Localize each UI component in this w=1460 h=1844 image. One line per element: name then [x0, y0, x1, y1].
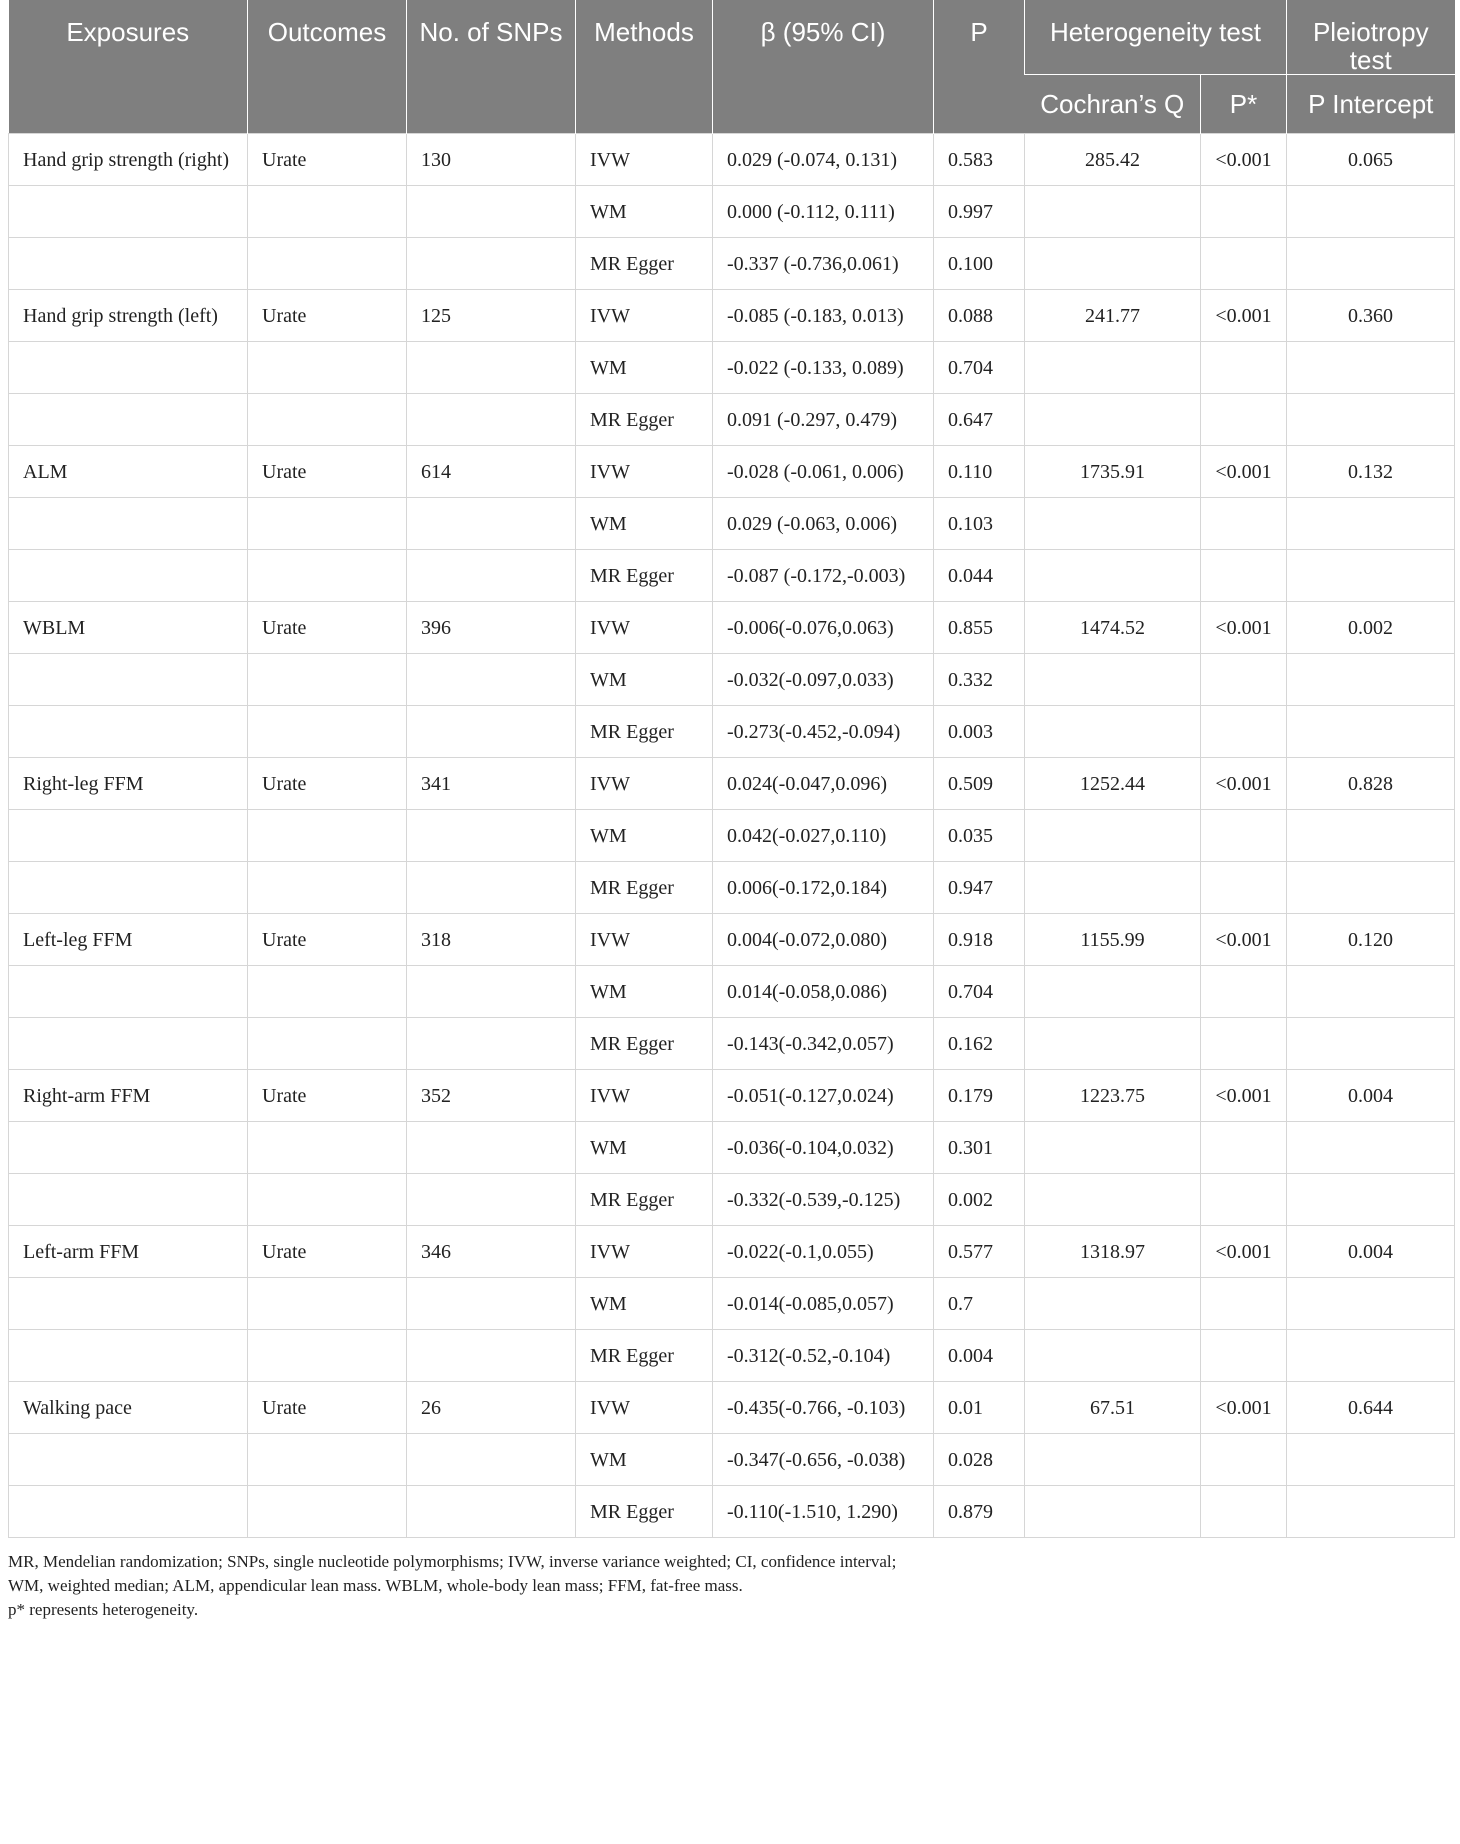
cell-exposure: Right-leg FFM: [9, 758, 248, 810]
cell-snps: 125: [407, 290, 576, 342]
table-row: [9, 1070, 1455, 1122]
footnote-p-star: p* represents heterogeneity.: [8, 1600, 199, 1619]
cell-beta: 0.029 (-0.074, 0.131): [713, 134, 934, 186]
header-outcomes: Outcomes: [248, 0, 407, 134]
cell-snps: [407, 498, 576, 550]
cell-beta: -0.312(-0.52,-0.104): [713, 1330, 934, 1382]
cell-outcome: Urate: [248, 446, 407, 498]
cell-outcome: [248, 1330, 407, 1382]
cell-outcome: [248, 810, 407, 862]
cell-exposure: [9, 498, 248, 550]
table-row: [9, 446, 1455, 498]
cell-exposure: [9, 862, 248, 914]
table-row: [9, 550, 1455, 602]
cell-p-star: <0.001: [1201, 446, 1287, 498]
cell-outcome: [248, 706, 407, 758]
cell-p-intercept: [1287, 706, 1455, 758]
table-row: [9, 1278, 1455, 1330]
cell-outcome: [248, 1174, 407, 1226]
cell-p-star: [1201, 1278, 1287, 1330]
table-row: [9, 394, 1455, 446]
cell-snps: [407, 1278, 576, 1330]
cell-p-intercept: [1287, 1018, 1455, 1070]
cell-outcome: [248, 862, 407, 914]
cell-p: 0.028: [934, 1434, 1025, 1486]
cell-p: 0.004: [934, 1330, 1025, 1382]
cell-p-star: [1201, 654, 1287, 706]
header-cochran-q: Cochran’s Q: [1025, 75, 1201, 134]
cell-cochran-q: [1025, 550, 1201, 602]
cell-outcome: Urate: [248, 914, 407, 966]
cell-outcome: [248, 550, 407, 602]
cell-snps: [407, 1122, 576, 1174]
cell-method: WM: [576, 654, 713, 706]
cell-method: WM: [576, 966, 713, 1018]
cell-snps: 614: [407, 446, 576, 498]
cell-p-star: [1201, 862, 1287, 914]
cell-beta: -0.435(-0.766, -0.103): [713, 1382, 934, 1434]
cell-p-intercept: [1287, 238, 1455, 290]
cell-p: 0.044: [934, 550, 1025, 602]
cell-outcome: Urate: [248, 1226, 407, 1278]
cell-p-intercept: [1287, 550, 1455, 602]
cell-p-star: [1201, 1434, 1287, 1486]
cell-p-intercept: 0.828: [1287, 758, 1455, 810]
cell-method: MR Egger: [576, 550, 713, 602]
cell-cochran-q: 285.42: [1025, 134, 1201, 186]
cell-cochran-q: 1252.44: [1025, 758, 1201, 810]
cell-beta: -0.332(-0.539,-0.125): [713, 1174, 934, 1226]
table-row: [9, 1434, 1455, 1486]
cell-method: WM: [576, 498, 713, 550]
cell-outcome: [248, 498, 407, 550]
cell-p-intercept: 0.644: [1287, 1382, 1455, 1434]
cell-p-star: [1201, 1330, 1287, 1382]
cell-cochran-q: 1155.99: [1025, 914, 1201, 966]
cell-exposure: Walking pace: [9, 1382, 248, 1434]
cell-p-star: <0.001: [1201, 290, 1287, 342]
cell-snps: 318: [407, 914, 576, 966]
cell-p: 0.577: [934, 1226, 1025, 1278]
cell-beta: -0.022 (-0.133, 0.089): [713, 342, 934, 394]
cell-beta: -0.085 (-0.183, 0.013): [713, 290, 934, 342]
cell-exposure: [9, 1434, 248, 1486]
cell-p: 0.7: [934, 1278, 1025, 1330]
table-row: [9, 238, 1455, 290]
cell-p-star: <0.001: [1201, 758, 1287, 810]
cell-outcome: Urate: [248, 134, 407, 186]
cell-cochran-q: [1025, 1330, 1201, 1382]
cell-method: MR Egger: [576, 238, 713, 290]
table-row: [9, 706, 1455, 758]
cell-p-intercept: 0.120: [1287, 914, 1455, 966]
cell-p: 0.162: [934, 1018, 1025, 1070]
cell-p: 0.879: [934, 1486, 1025, 1538]
cell-p-star: [1201, 1486, 1287, 1538]
cell-method: IVW: [576, 446, 713, 498]
cell-snps: [407, 238, 576, 290]
cell-beta: -0.036(-0.104,0.032): [713, 1122, 934, 1174]
cell-exposure: [9, 394, 248, 446]
cell-beta: -0.110(-1.510, 1.290): [713, 1486, 934, 1538]
table-row: [9, 498, 1455, 550]
cell-method: IVW: [576, 290, 713, 342]
cell-p: 0.01: [934, 1382, 1025, 1434]
header-methods: Methods: [576, 0, 713, 134]
cell-exposure: [9, 1018, 248, 1070]
cell-p-intercept: [1287, 394, 1455, 446]
cell-exposure: [9, 238, 248, 290]
cell-cochran-q: [1025, 654, 1201, 706]
cell-p-intercept: [1287, 186, 1455, 238]
cell-snps: 341: [407, 758, 576, 810]
cell-p-star: [1201, 706, 1287, 758]
cell-exposure: Left-leg FFM: [9, 914, 248, 966]
cell-method: IVW: [576, 1382, 713, 1434]
cell-method: WM: [576, 342, 713, 394]
cell-p-star: <0.001: [1201, 602, 1287, 654]
table-body: [9, 134, 1455, 1538]
cell-p-intercept: [1287, 342, 1455, 394]
cell-exposure: Hand grip strength (left): [9, 290, 248, 342]
cell-p: 0.855: [934, 602, 1025, 654]
cell-outcome: [248, 1122, 407, 1174]
cell-p-intercept: [1287, 862, 1455, 914]
cell-exposure: ALM: [9, 446, 248, 498]
cell-p: 0.179: [934, 1070, 1025, 1122]
cell-method: IVW: [576, 134, 713, 186]
cell-method: MR Egger: [576, 394, 713, 446]
cell-p-intercept: [1287, 1486, 1455, 1538]
cell-cochran-q: [1025, 1278, 1201, 1330]
table-row: [9, 1486, 1455, 1538]
cell-cochran-q: [1025, 394, 1201, 446]
cell-snps: [407, 1330, 576, 1382]
cell-method: WM: [576, 1122, 713, 1174]
cell-outcome: Urate: [248, 290, 407, 342]
cell-cochran-q: [1025, 238, 1201, 290]
cell-p: 0.918: [934, 914, 1025, 966]
cell-p-intercept: 0.004: [1287, 1226, 1455, 1278]
header-heterogeneity: Heterogeneity test: [1025, 0, 1287, 75]
cell-p-intercept: 0.360: [1287, 290, 1455, 342]
cell-beta: -0.022(-0.1,0.055): [713, 1226, 934, 1278]
cell-snps: 352: [407, 1070, 576, 1122]
cell-snps: [407, 654, 576, 706]
cell-cochran-q: [1025, 498, 1201, 550]
cell-p-star: [1201, 394, 1287, 446]
table-row: [9, 1174, 1455, 1226]
table-header: [9, 0, 1455, 134]
cell-p: 0.509: [934, 758, 1025, 810]
table-row: [9, 1018, 1455, 1070]
cell-cochran-q: [1025, 966, 1201, 1018]
cell-p: 0.997: [934, 186, 1025, 238]
cell-p-intercept: [1287, 1174, 1455, 1226]
table-row: [9, 966, 1455, 1018]
table-row: [9, 342, 1455, 394]
cell-p-intercept: [1287, 1278, 1455, 1330]
table-row: [9, 134, 1455, 186]
cell-p: 0.704: [934, 966, 1025, 1018]
cell-cochran-q: 1223.75: [1025, 1070, 1201, 1122]
cell-snps: 346: [407, 1226, 576, 1278]
cell-beta: -0.051(-0.127,0.024): [713, 1070, 934, 1122]
cell-snps: [407, 810, 576, 862]
cell-exposure: [9, 966, 248, 1018]
cell-exposure: [9, 1122, 248, 1174]
footnote-abbreviations: MR, Mendelian randomization; SNPs, single nucleotide polymorphisms; IVW, inverse variance weighted; CI, confidence interval; WM, weighted median; ALM, appendicular lean mass. WBLM, whole-body lean mass; FFM, fat-free mass.: [8, 1552, 897, 1595]
cell-p-star: [1201, 966, 1287, 1018]
cell-p: 0.100: [934, 238, 1025, 290]
cell-snps: 396: [407, 602, 576, 654]
cell-snps: [407, 706, 576, 758]
cell-p-intercept: [1287, 810, 1455, 862]
cell-p-intercept: [1287, 654, 1455, 706]
cell-snps: [407, 186, 576, 238]
cell-p-star: <0.001: [1201, 914, 1287, 966]
cell-exposure: [9, 550, 248, 602]
cell-outcome: Urate: [248, 602, 407, 654]
cell-snps: 130: [407, 134, 576, 186]
cell-beta: -0.032(-0.097,0.033): [713, 654, 934, 706]
cell-cochran-q: 241.77: [1025, 290, 1201, 342]
cell-exposure: [9, 1278, 248, 1330]
header-exposures: Exposures: [9, 0, 248, 134]
cell-cochran-q: [1025, 1174, 1201, 1226]
cell-snps: [407, 966, 576, 1018]
cell-outcome: [248, 1278, 407, 1330]
cell-beta: -0.143(-0.342,0.057): [713, 1018, 934, 1070]
cell-cochran-q: 1735.91: [1025, 446, 1201, 498]
cell-method: IVW: [576, 758, 713, 810]
cell-beta: -0.006(-0.076,0.063): [713, 602, 934, 654]
cell-snps: [407, 1434, 576, 1486]
cell-cochran-q: [1025, 1018, 1201, 1070]
cell-p-intercept: 0.065: [1287, 134, 1455, 186]
cell-beta: -0.087 (-0.172,-0.003): [713, 550, 934, 602]
cell-method: IVW: [576, 1226, 713, 1278]
cell-beta: 0.091 (-0.297, 0.479): [713, 394, 934, 446]
header-snps: No. of SNPs: [407, 0, 576, 134]
cell-cochran-q: [1025, 342, 1201, 394]
cell-exposure: [9, 654, 248, 706]
table-row: [9, 1122, 1455, 1174]
cell-method: WM: [576, 186, 713, 238]
cell-method: IVW: [576, 1070, 713, 1122]
table-row: [9, 1382, 1455, 1434]
cell-p-intercept: [1287, 1434, 1455, 1486]
cell-cochran-q: 67.51: [1025, 1382, 1201, 1434]
cell-p-star: [1201, 186, 1287, 238]
cell-cochran-q: [1025, 810, 1201, 862]
cell-p-star: [1201, 238, 1287, 290]
cell-beta: -0.028 (-0.061, 0.006): [713, 446, 934, 498]
cell-outcome: Urate: [248, 758, 407, 810]
cell-cochran-q: [1025, 1122, 1201, 1174]
cell-snps: [407, 1486, 576, 1538]
cell-beta: -0.337 (-0.736,0.061): [713, 238, 934, 290]
cell-p: 0.332: [934, 654, 1025, 706]
cell-exposure: Hand grip strength (right): [9, 134, 248, 186]
cell-cochran-q: [1025, 706, 1201, 758]
cell-outcome: [248, 238, 407, 290]
table-row: [9, 810, 1455, 862]
cell-method: WM: [576, 1434, 713, 1486]
cell-exposure: [9, 186, 248, 238]
table-row: [9, 602, 1455, 654]
cell-method: MR Egger: [576, 1486, 713, 1538]
table-container: [8, 0, 1454, 1622]
cell-p-star: [1201, 1122, 1287, 1174]
cell-cochran-q: 1474.52: [1025, 602, 1201, 654]
cell-method: IVW: [576, 914, 713, 966]
cell-method: MR Egger: [576, 706, 713, 758]
cell-exposure: Right-arm FFM: [9, 1070, 248, 1122]
cell-p-intercept: 0.004: [1287, 1070, 1455, 1122]
cell-exposure: [9, 1486, 248, 1538]
cell-outcome: [248, 186, 407, 238]
cell-snps: [407, 342, 576, 394]
cell-beta: 0.004(-0.072,0.080): [713, 914, 934, 966]
cell-p-intercept: [1287, 1122, 1455, 1174]
cell-beta: 0.014(-0.058,0.086): [713, 966, 934, 1018]
cell-exposure: WBLM: [9, 602, 248, 654]
cell-p: 0.088: [934, 290, 1025, 342]
table-row: [9, 1226, 1455, 1278]
cell-outcome: [248, 966, 407, 1018]
cell-exposure: [9, 1330, 248, 1382]
cell-snps: [407, 862, 576, 914]
cell-snps: 26: [407, 1382, 576, 1434]
table-row: [9, 186, 1455, 238]
cell-p: 0.583: [934, 134, 1025, 186]
header-p: P: [934, 0, 1025, 134]
cell-p: 0.002: [934, 1174, 1025, 1226]
header-pleiotropy: Pleiotropy test: [1287, 0, 1455, 75]
cell-p: 0.110: [934, 446, 1025, 498]
cell-p: 0.947: [934, 862, 1025, 914]
cell-p: 0.035: [934, 810, 1025, 862]
cell-snps: [407, 394, 576, 446]
cell-cochran-q: [1025, 1434, 1201, 1486]
cell-p: 0.704: [934, 342, 1025, 394]
cell-outcome: [248, 1434, 407, 1486]
cell-method: WM: [576, 810, 713, 862]
cell-p-intercept: 0.002: [1287, 602, 1455, 654]
cell-method: MR Egger: [576, 862, 713, 914]
cell-beta: 0.006(-0.172,0.184): [713, 862, 934, 914]
table-row: [9, 1330, 1455, 1382]
cell-cochran-q: [1025, 1486, 1201, 1538]
cell-p-star: [1201, 1018, 1287, 1070]
cell-method: MR Egger: [576, 1174, 713, 1226]
cell-p-intercept: [1287, 966, 1455, 1018]
cell-outcome: Urate: [248, 1070, 407, 1122]
header-beta: β (95% CI): [713, 0, 934, 134]
cell-p-star: <0.001: [1201, 1382, 1287, 1434]
cell-cochran-q: [1025, 186, 1201, 238]
cell-p-star: [1201, 1174, 1287, 1226]
cell-exposure: [9, 1174, 248, 1226]
cell-p-star: <0.001: [1201, 1226, 1287, 1278]
table-row: [9, 758, 1455, 810]
cell-beta: -0.347(-0.656, -0.038): [713, 1434, 934, 1486]
cell-p: 0.301: [934, 1122, 1025, 1174]
cell-p-star: <0.001: [1201, 1070, 1287, 1122]
cell-method: IVW: [576, 602, 713, 654]
cell-outcome: Urate: [248, 1382, 407, 1434]
cell-outcome: [248, 1486, 407, 1538]
header-p-star: P*: [1201, 75, 1287, 134]
cell-outcome: [248, 342, 407, 394]
cell-cochran-q: [1025, 862, 1201, 914]
cell-p: 0.003: [934, 706, 1025, 758]
cell-beta: 0.029 (-0.063, 0.006): [713, 498, 934, 550]
cell-p-star: <0.001: [1201, 134, 1287, 186]
table-row: [9, 862, 1455, 914]
cell-p-intercept: [1287, 1330, 1455, 1382]
cell-beta: -0.014(-0.085,0.057): [713, 1278, 934, 1330]
cell-cochran-q: 1318.97: [1025, 1226, 1201, 1278]
table-row: [9, 914, 1455, 966]
results-table: [8, 0, 1455, 1538]
cell-beta: 0.042(-0.027,0.110): [713, 810, 934, 862]
table-row: [9, 654, 1455, 706]
cell-outcome: [248, 1018, 407, 1070]
cell-p-star: [1201, 810, 1287, 862]
cell-exposure: [9, 342, 248, 394]
cell-snps: [407, 550, 576, 602]
cell-outcome: [248, 394, 407, 446]
cell-method: MR Egger: [576, 1330, 713, 1382]
cell-snps: [407, 1018, 576, 1070]
cell-p: 0.647: [934, 394, 1025, 446]
cell-snps: [407, 1174, 576, 1226]
cell-p-star: [1201, 498, 1287, 550]
cell-p-star: [1201, 550, 1287, 602]
cell-exposure: Left-arm FFM: [9, 1226, 248, 1278]
table-footnotes: [8, 1538, 908, 1622]
cell-p-star: [1201, 342, 1287, 394]
cell-p: 0.103: [934, 498, 1025, 550]
cell-exposure: [9, 706, 248, 758]
cell-exposure: [9, 810, 248, 862]
cell-method: MR Egger: [576, 1018, 713, 1070]
cell-p-intercept: [1287, 498, 1455, 550]
cell-method: WM: [576, 1278, 713, 1330]
header-p-intercept: P Intercept: [1287, 75, 1455, 134]
cell-beta: 0.024(-0.047,0.096): [713, 758, 934, 810]
cell-beta: -0.273(-0.452,-0.094): [713, 706, 934, 758]
cell-p-intercept: 0.132: [1287, 446, 1455, 498]
cell-beta: 0.000 (-0.112, 0.111): [713, 186, 934, 238]
cell-outcome: [248, 654, 407, 706]
table-row: [9, 290, 1455, 342]
